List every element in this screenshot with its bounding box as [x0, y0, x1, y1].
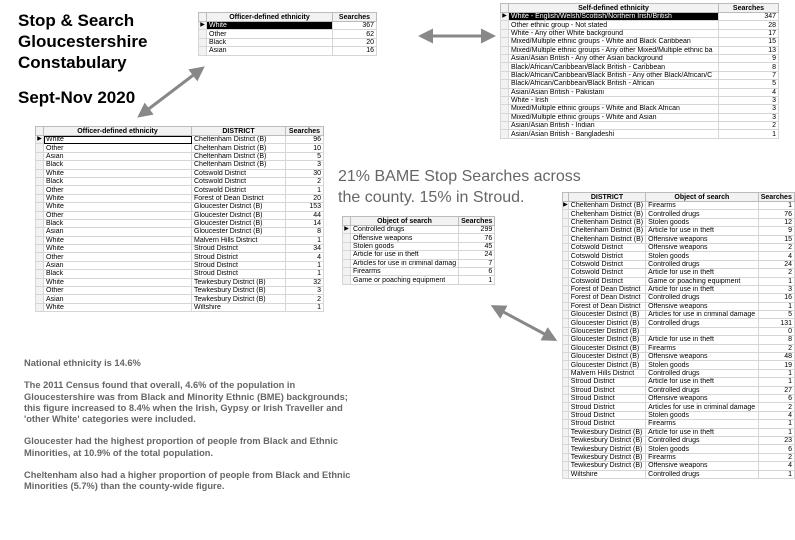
table-cell[interactable]: Asian [44, 152, 192, 160]
table-cell[interactable]: Controlled drugs [646, 369, 758, 377]
table-cell[interactable]: 131 [758, 319, 794, 327]
table-cell[interactable]: 1 [286, 261, 324, 269]
table-cell[interactable]: Articles for use in criminal damag [351, 259, 459, 267]
table-cell[interactable]: 3 [719, 96, 779, 104]
table-cell[interactable]: Gloucester District (B) [192, 211, 286, 219]
table-cell[interactable]: 153 [286, 203, 324, 211]
table-cell[interactable]: Cheltenham District (B) [568, 235, 645, 243]
table-cell[interactable]: 3 [719, 105, 779, 113]
table-cell[interactable]: 13 [719, 46, 779, 54]
table-cell[interactable]: Cheltenham District (B) [568, 227, 645, 235]
table-cell[interactable]: 0 [758, 327, 794, 335]
table-cell[interactable]: Game or poaching equipment [646, 277, 758, 285]
table-cell[interactable]: Black [44, 161, 192, 169]
table-cell[interactable]: 8 [719, 63, 779, 71]
table-cell[interactable]: 1 [758, 369, 794, 377]
table-cell[interactable]: Stroud District [568, 378, 645, 386]
table-cell[interactable]: 9 [719, 54, 779, 62]
table-cell[interactable]: 1 [758, 378, 794, 386]
table-cell[interactable]: White - Any other White background [509, 29, 719, 37]
table-cell[interactable]: Black [44, 177, 192, 185]
table-cell[interactable]: 45 [459, 242, 495, 250]
column-header[interactable]: Object of search [646, 193, 758, 202]
table-cell[interactable]: Gloucester District (B) [568, 319, 645, 327]
table-cell[interactable]: Black [44, 219, 192, 227]
table-cell[interactable]: White [44, 303, 192, 311]
table-cell[interactable]: Asian [44, 228, 192, 236]
table-cell[interactable]: Controlled drugs [646, 470, 758, 478]
table-cell[interactable]: 2 [758, 269, 794, 277]
table-cell[interactable]: Gloucester District (B) [568, 344, 645, 352]
title-line-2: Gloucestershire [18, 32, 148, 51]
table-cell[interactable]: 16 [758, 294, 794, 302]
table-cell[interactable]: Firearms [646, 453, 758, 461]
table-cell[interactable]: Asian/Asian British - Pakistani [509, 88, 719, 96]
table-cell[interactable]: Gloucester District (B) [192, 228, 286, 236]
table-cell[interactable]: Other ethnic group - Not stated [509, 21, 719, 29]
table-cell[interactable]: 6 [758, 394, 794, 402]
table-cell[interactable]: 8 [758, 336, 794, 344]
table-cell[interactable]: Offensive weapons [646, 462, 758, 470]
table-cell[interactable]: Tewkesbury District (B) [568, 453, 645, 461]
table-cell[interactable]: Offensive weapons [646, 394, 758, 402]
table-cell[interactable]: 1 [286, 270, 324, 278]
table-cell[interactable]: Offensive weapons [646, 235, 758, 243]
table-cell[interactable]: 15 [719, 38, 779, 46]
table-cell[interactable]: White [207, 22, 333, 30]
table-cell[interactable]: 19 [758, 361, 794, 369]
table-cell[interactable]: Controlled drugs [646, 386, 758, 394]
table-cell[interactable]: Black [44, 270, 192, 278]
table-cell[interactable]: Malvern Hills District [192, 236, 286, 244]
table-cell[interactable]: Cheltenham District (B) [192, 136, 286, 144]
table-cell[interactable]: White [44, 203, 192, 211]
arrow-object-distobj [496, 308, 552, 338]
table-cell[interactable]: 347 [719, 13, 779, 21]
table-cell[interactable]: 1 [286, 236, 324, 244]
table-cell[interactable]: White [44, 245, 192, 253]
table-cell[interactable]: Other [44, 186, 192, 194]
stat-line-1: 21% BAME Stop Searches across [338, 168, 581, 185]
table-cell[interactable]: Stroud District [568, 386, 645, 394]
table-cell[interactable]: Tewkesbury District (B) [568, 428, 645, 436]
table-cell[interactable]: 4 [758, 252, 794, 260]
column-header[interactable]: Officer-defined ethnicity [207, 13, 333, 22]
table-cell[interactable]: Black/African/Caribbean/Black British - African [509, 80, 719, 88]
table-cell[interactable]: Stolen goods [646, 252, 758, 260]
table-cell[interactable]: Gloucester District (B) [192, 203, 286, 211]
table-cell[interactable]: Stroud District [192, 261, 286, 269]
table-cell[interactable]: Offensive weapons [646, 353, 758, 361]
table-cell[interactable]: 24 [459, 251, 495, 259]
table-cell[interactable]: 20 [333, 38, 377, 46]
table-cell[interactable]: 4 [758, 462, 794, 470]
table-cell[interactable]: Stolen goods [351, 242, 459, 250]
table-cell[interactable]: Game or poaching equipment [351, 276, 459, 284]
table-cell[interactable]: Stroud District [192, 245, 286, 253]
current-row-pointer-icon[interactable]: ▶ [37, 136, 42, 143]
table-cell[interactable]: 1 [286, 186, 324, 194]
table-cell[interactable]: White [44, 236, 192, 244]
table-cell[interactable]: Article for use in theft [646, 336, 758, 344]
table-cell[interactable]: Cotswold District [568, 252, 645, 260]
column-header[interactable]: Searches [286, 127, 324, 136]
stat-line-2: the county. 15% in Stroud. [338, 189, 525, 206]
table-cell[interactable]: Cotswold District [568, 277, 645, 285]
column-header[interactable]: Searches [333, 13, 377, 22]
table-cell[interactable]: 2 [286, 295, 324, 303]
table-cell[interactable]: 8 [286, 228, 324, 236]
current-row-pointer-icon[interactable]: ▶ [344, 226, 349, 233]
table-cell[interactable]: Forest of Dean District [568, 285, 645, 293]
table-cell[interactable]: 1 [286, 303, 324, 311]
table-cell[interactable]: 76 [459, 234, 495, 242]
table-cell[interactable]: 14 [286, 219, 324, 227]
table-cell[interactable]: Cotswold District [568, 269, 645, 277]
table-cell[interactable]: 1 [758, 470, 794, 478]
table-cell[interactable]: 1 [758, 277, 794, 285]
note-census: The 2011 Census found that overall, 4.6% of the population in Gloucestershire was from Black and Minority Ethnic (BME) backgrounds; this figure increased to 8.4% when the Irish, Gypsy or Irish Traveller and 'other White' categories were included. [24, 380, 348, 425]
table-cell[interactable]: 1 [459, 276, 495, 284]
table-cell[interactable]: Article for use in theft [351, 251, 459, 259]
table-cell[interactable]: Offensive weapons [646, 302, 758, 310]
table-cell[interactable]: Wiltshire [568, 470, 645, 478]
table-cell[interactable]: Gloucester District (B) [192, 219, 286, 227]
table-cell[interactable]: 30 [286, 169, 324, 177]
table-cell[interactable]: Tewkesbury District (B) [568, 462, 645, 470]
table-cell[interactable]: Gloucester District (B) [568, 327, 645, 335]
table-cell[interactable]: 15 [758, 235, 794, 243]
table-cell[interactable]: Article for use in theft [646, 227, 758, 235]
table-cell[interactable]: Gloucester District (B) [568, 311, 645, 319]
table-cell[interactable]: Cotswold District [192, 177, 286, 185]
table-cell[interactable]: Malvern Hills District [568, 369, 645, 377]
table-cell[interactable]: 7 [459, 259, 495, 267]
table-cell[interactable]: 12 [758, 218, 794, 226]
column-header[interactable]: Object of search [351, 217, 459, 226]
table-cell[interactable]: Cotswold District [192, 169, 286, 177]
table-cell[interactable]: Cheltenham District (B) [568, 218, 645, 226]
current-row-pointer-icon[interactable]: ▶ [200, 22, 205, 29]
table-cell[interactable]: Stroud District [568, 420, 645, 428]
table-cell[interactable]: Cheltenham District (B) [192, 152, 286, 160]
table-cell[interactable]: 4 [758, 411, 794, 419]
table-cell[interactable]: Asian [44, 295, 192, 303]
column-header[interactable]: DISTRICT [568, 193, 645, 202]
table-cell[interactable]: Stolen goods [646, 361, 758, 369]
table-cell[interactable]: White [44, 169, 192, 177]
table-cell[interactable]: 10 [286, 144, 324, 152]
table-cell[interactable]: Cheltenham District (B) [568, 210, 645, 218]
table-cell[interactable]: Stroud District [192, 253, 286, 261]
table-cell[interactable]: Asian/Asian British - Indian [509, 122, 719, 130]
table-cell[interactable]: Article for use in theft [646, 285, 758, 293]
table-cell[interactable]: 1 [758, 202, 794, 210]
table-cell[interactable]: 367 [333, 22, 377, 30]
table-cell[interactable]: 62 [333, 30, 377, 38]
table-cell[interactable]: 9 [758, 227, 794, 235]
table-cell[interactable]: 299 [459, 226, 495, 234]
table-cell[interactable]: Tewkesbury District (B) [568, 436, 645, 444]
table-cell[interactable]: Cotswold District [568, 260, 645, 268]
table-cell[interactable]: Mixed/Multiple ethnic groups - White and Asian [509, 113, 719, 121]
table-cell[interactable]: Other [44, 211, 192, 219]
table-cell[interactable]: 7 [719, 71, 779, 79]
table-cell[interactable]: Controlled drugs [646, 436, 758, 444]
table-cell[interactable]: Forest of Dean District [568, 302, 645, 310]
note-gloucester: Gloucester had the highest proportion of people from Black and Ethnic Minorities, at 10.9% of the total population. [24, 436, 339, 458]
table-cell[interactable]: 27 [758, 386, 794, 394]
title-line-1: Stop & Search [18, 11, 135, 30]
table-cell[interactable]: 24 [758, 260, 794, 268]
column-header[interactable]: Searches [459, 217, 495, 226]
report-period: Sept-Nov 2020 [18, 88, 136, 107]
title-line-3: Constabulary [18, 53, 127, 72]
table-cell[interactable]: Cheltenham District (B) [192, 144, 286, 152]
table-cell[interactable]: Black/African/Caribbean/Black British - Any other Black/African/C [509, 71, 719, 79]
table-cell[interactable]: Tewkesbury District (B) [192, 295, 286, 303]
table-cell[interactable]: Other [44, 253, 192, 261]
table-cell[interactable]: Controlled drugs [646, 210, 758, 218]
table-cell[interactable]: Gloucester District (B) [568, 336, 645, 344]
table-cell[interactable]: 4 [719, 88, 779, 96]
table-cell[interactable]: 2 [719, 122, 779, 130]
table-cell[interactable]: White - English/Welsh/Scottish/Northern Irish/British [509, 13, 719, 21]
table-cell[interactable]: 32 [286, 278, 324, 286]
table-cell[interactable]: Firearms [646, 420, 758, 428]
note-cheltenham: Cheltenham also had a higher proportion of people from Black and Ethnic Minorities (5.7%) than the county-wide figure. [24, 470, 351, 492]
table-cell[interactable]: Stroud District [192, 270, 286, 278]
table-cell[interactable]: Stroud District [568, 411, 645, 419]
table-cell[interactable]: 44 [286, 211, 324, 219]
table-cell[interactable]: Article for use in theft [646, 378, 758, 386]
table-cell[interactable]: Article for use in theft [646, 428, 758, 436]
table-cell[interactable]: Other [44, 287, 192, 295]
table-cell[interactable]: 3 [286, 161, 324, 169]
current-row-pointer-icon[interactable]: ▶ [563, 202, 568, 209]
table-cell[interactable]: Firearms [646, 344, 758, 352]
table-cell[interactable]: 48 [758, 353, 794, 361]
table-cell[interactable]: Forest of Dean District [568, 294, 645, 302]
table-cell[interactable]: 5 [758, 311, 794, 319]
table-cell[interactable]: Stroud District [568, 394, 645, 402]
table-cell[interactable]: 3 [286, 287, 324, 295]
table-cell[interactable]: 5 [719, 80, 779, 88]
table-cell[interactable]: 76 [758, 210, 794, 218]
table-cell[interactable]: 1 [758, 428, 794, 436]
table-cell[interactable]: 1 [758, 302, 794, 310]
table-cell[interactable]: 2 [758, 344, 794, 352]
table-cell[interactable]: 6 [758, 445, 794, 453]
table-cell[interactable]: Tewkesbury District (B) [192, 287, 286, 295]
table-cell[interactable]: 2 [758, 453, 794, 461]
column-header[interactable]: Searches [758, 193, 794, 202]
column-header[interactable]: Officer-defined ethnicity [44, 127, 192, 136]
table-cell[interactable]: Cotswold District [192, 186, 286, 194]
table-cell[interactable]: White [44, 136, 192, 144]
table-cell[interactable]: Offensive weapons [351, 234, 459, 242]
table-cell[interactable]: 2 [758, 403, 794, 411]
table-cell[interactable]: 16 [333, 47, 377, 55]
table-cell[interactable]: 23 [758, 436, 794, 444]
table-cell[interactable]: 4 [286, 253, 324, 261]
table-cell[interactable]: Black/African/Caribbean/Black British - Caribbean [509, 63, 719, 71]
table-cell[interactable]: Firearms [646, 202, 758, 210]
table-cell[interactable]: Other [207, 30, 333, 38]
table-cell[interactable]: Asian [207, 47, 333, 55]
table-cell[interactable]: Asian [44, 261, 192, 269]
column-header[interactable]: DISTRICT [192, 127, 286, 136]
table-cell[interactable]: Cheltenham District (B) [568, 202, 645, 210]
table-cell[interactable]: 5 [286, 152, 324, 160]
table-cell[interactable]: White - Irish [509, 96, 719, 104]
table-cell[interactable]: Wiltshire [192, 303, 286, 311]
table-cell[interactable]: Forest of Dean District [192, 194, 286, 202]
table-cell[interactable]: 2 [758, 243, 794, 251]
table-cell[interactable]: Controlled drugs [351, 226, 459, 234]
table-cell[interactable]: Mixed/Multiple ethnic groups - White and Black African [509, 105, 719, 113]
note-national: National ethnicity is 14.6% [24, 358, 141, 368]
column-header[interactable]: Searches [719, 4, 779, 13]
column-header[interactable]: Self-defined ethnicity [509, 4, 719, 13]
table-cell[interactable]: 1 [719, 130, 779, 138]
table-cell[interactable]: Mixed/Multiple ethnic groups - Any other Mixed/Multiple ethnic ba [509, 46, 719, 54]
table-cell[interactable]: 28 [719, 21, 779, 29]
table-cell[interactable]: White [44, 278, 192, 286]
table-cell[interactable]: Controlled drugs [646, 294, 758, 302]
table-cell[interactable]: Mixed/Multiple ethnic groups - White and Black Caribbean [509, 38, 719, 46]
table-cell[interactable]: Gloucester District (B) [568, 361, 645, 369]
table-cell[interactable]: 6 [459, 267, 495, 275]
table-cell[interactable]: Stroud District [568, 403, 645, 411]
table-cell[interactable]: Stolen goods [646, 411, 758, 419]
table-cell[interactable]: Tewkesbury District (B) [568, 445, 645, 453]
table-cell[interactable]: Cotswold District [568, 243, 645, 251]
table-cell[interactable]: Gloucester District (B) [568, 353, 645, 361]
table-cell[interactable]: Articles for use in criminal damage [646, 311, 758, 319]
table-cell[interactable]: Stolen goods [646, 445, 758, 453]
table-cell[interactable]: 3 [758, 285, 794, 293]
table-cell[interactable]: White [44, 194, 192, 202]
table-cell[interactable]: Firearms [351, 267, 459, 275]
table-cell[interactable]: 2 [286, 177, 324, 185]
table-cell[interactable]: Other [44, 144, 192, 152]
current-row-pointer-icon[interactable]: ▶ [502, 13, 507, 20]
table-cell[interactable]: Stolen goods [646, 218, 758, 226]
table-cell[interactable]: Article for use in theft [646, 269, 758, 277]
table-cell[interactable]: Controlled drugs [646, 319, 758, 327]
table-cell[interactable]: 1 [758, 420, 794, 428]
table-cell[interactable]: Asian/Asian British - Bangladeshi [509, 130, 719, 138]
table-cell[interactable]: Cheltenham District (B) [192, 161, 286, 169]
table-cell[interactable]: Articles for use in criminal damage [646, 403, 758, 411]
table-cell[interactable]: 34 [286, 245, 324, 253]
table-cell[interactable]: Offensive weapons [646, 243, 758, 251]
table-cell[interactable]: 20 [286, 194, 324, 202]
table-cell[interactable]: Asian/Asian British - Any other Asian background [509, 54, 719, 62]
table-cell[interactable]: Black [207, 38, 333, 46]
table-cell[interactable]: Controlled drugs [646, 260, 758, 268]
arrow-officer-district [142, 70, 200, 114]
table-cell[interactable]: 3 [719, 113, 779, 121]
table-cell[interactable]: 17 [719, 29, 779, 37]
table-cell[interactable]: 96 [286, 136, 324, 144]
table-cell[interactable]: Tewkesbury District (B) [192, 278, 286, 286]
